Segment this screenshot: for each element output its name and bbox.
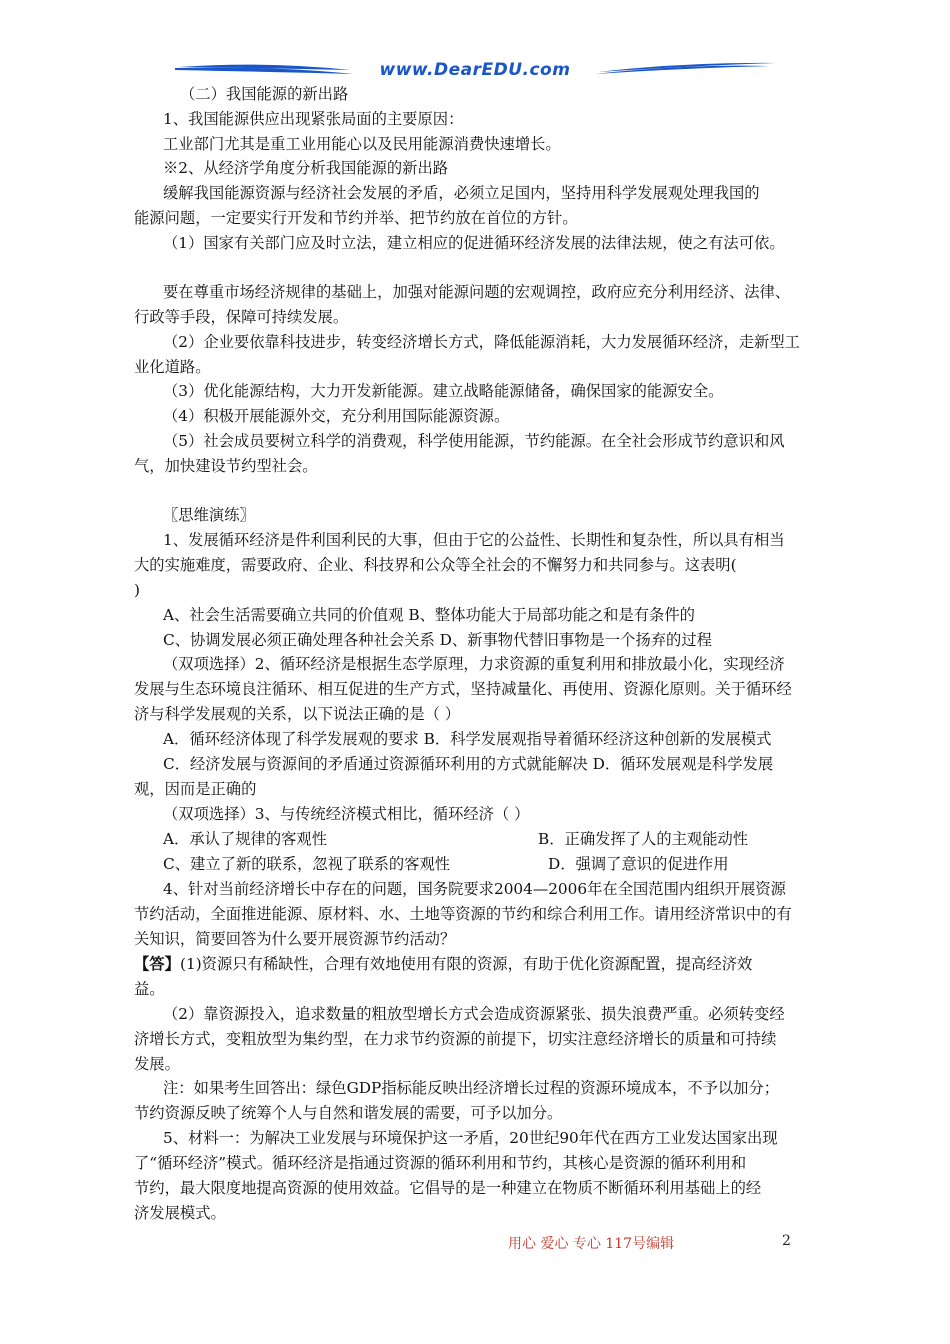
text-line: 了“循环经济”模式。循环经济是指通过资源的循环利用和节约，其核心是资源的循环利用和: [134, 1154, 747, 1172]
text-line: 能源问题，一定要实行开发和节约并举、把节约放在首位的方针。: [134, 209, 578, 227]
text-line: 【答】: [134, 955, 180, 973]
text-line: 行政等手段，保障可持续发展。: [134, 308, 349, 326]
text-line: 5、材料一：为解决工业发展与环境保护这一矛盾，20世纪90年代在西方工业发达国家出现: [163, 1129, 778, 1147]
footer-note: 用心 爱心 专心 117号编辑: [508, 1236, 675, 1252]
text-line: （2）企业要依靠科技进步，转变经济增长方式，降低能源消耗，大力发展循环经济，走新型工: [163, 333, 800, 351]
text-line: 节约活动，全面推进能源、原材料、水、土地等资源的节约和综合利用工作。请用经济常识中的有: [134, 905, 792, 923]
text-line: ): [134, 581, 140, 599]
text-line: （4）积极开展能源外交，充分利用国际能源资源。: [163, 407, 510, 425]
text-line: D．强调了意识的促进作用: [548, 855, 729, 873]
text-line: 益。: [134, 980, 165, 998]
page-number: 2: [782, 1233, 791, 1249]
text-line: 大的实施难度，需要政府、企业、科技界和公众等全社会的不懈努力和共同参与。这表明(: [134, 556, 737, 574]
text-line: 发展。: [134, 1055, 180, 1073]
text-line: （双项选择）3、与传统经济模式相比，循环经济（ ）: [163, 805, 530, 823]
text-line: 1、我国能源供应出现紧张局面的主要原因：: [163, 110, 464, 128]
text-line: （双项选择）2、循环经济是根据生态学原理，力求资源的重复利用和排放最小化，实现经济: [163, 655, 785, 673]
text-line: 注：如果考生回答出：绿色GDP指标能反映出经济增长过程的资源环境成本，不予以加分；: [163, 1079, 780, 1097]
text-line: （1）国家有关部门应及时立法，建立相应的促进循环经济发展的法律法规，使之有法可依。: [163, 234, 785, 252]
text-line: 节约，最大限度地提高资源的使用效益。它倡导的是一种建立在物质不断循环利用基础上的经: [134, 1179, 762, 1197]
text-line: 4、针对当前经济增长中存在的问题，国务院要求2004—2006年在全国范围内组织开展资源: [163, 880, 786, 898]
text-line: 关知识，简要回答为什么要开展资源节约活动？: [134, 930, 456, 948]
text-line: 发展与生态环境良注循环、相互促进的生产方式，坚持减量化、再使用、资源化原则。关于循环经: [134, 680, 792, 698]
text-line: ※2、从经济学角度分析我国能源的新出路: [163, 159, 449, 177]
text-line: 1、发展循环经济是件利国利民的大事，但由于它的公益性、长期性和复杂性，所以具有相当: [163, 531, 785, 549]
text-line: 〖思维演练〗: [163, 506, 255, 524]
banner-site-url[interactable]: www.DearEDU.com: [379, 60, 571, 80]
text-line: (1)资源只有稀缺性，合理有效地使用有限的资源，有助于优化资源配置，提高经济效: [180, 955, 753, 973]
text-line: （二）我国能源的新出路: [180, 85, 349, 103]
text-line: A、社会生活需要确立共同的价值观 B、整体功能大于局部功能之和是有条件的: [163, 606, 695, 624]
text-line: 工业部门尤其是重工业用能心以及民用能源消费快速增长。: [163, 135, 561, 153]
text-line: 气，加快建设节约型社会。: [134, 457, 318, 475]
text-line: （3）优化能源结构，大力开发新能源。建立战略能源储备，确保国家的能源安全。: [163, 382, 724, 400]
text-line: A．循环经济体现了科学发展观的要求 B．科学发展观指导着循环经济这种创新的发展模式: [163, 730, 772, 748]
text-line: 济发展模式。: [134, 1204, 226, 1222]
text-line: （5）社会成员要树立科学的消费观，科学使用能源，节约能源。在全社会形成节约意识和风: [163, 432, 785, 450]
text-line: 节约资源反映了统筹个人与自然和谐发展的需要，可予以加分。: [134, 1104, 563, 1122]
text-line: 济增长方式，变粗放型为集约型，在力求节约资源的前提下，切实注意经济增长的质量和可持续: [134, 1030, 777, 1048]
text-line: C、建立了新的联系，忽视了联系的客观性: [163, 855, 451, 873]
text-line: 观，因而是正确的: [134, 780, 257, 798]
text-line: 济与科学发展观的关系，以下说法正确的是（ ）: [134, 705, 461, 723]
text-line: C．经济发展与资源间的矛盾通过资源循环利用的方式就能解决 D．循环发展观是科学发展: [163, 755, 774, 773]
text-line: 缓解我国能源资源与经济社会发展的矛盾，必须立足国内，坚持用科学发展观处理我国的: [163, 184, 760, 202]
text-line: B．正确发挥了人的主观能动性: [538, 830, 749, 848]
text-line: 业化道路。: [134, 358, 211, 376]
text-line: C、协调发展必须正确处理各种社会关系 D、新事物代替旧事物是一个扬弃的过程: [163, 631, 712, 649]
text-line: 要在尊重市场经济规律的基础上，加强对能源问题的宏观调控，政府应充分利用经济、法律、: [163, 283, 791, 301]
text-line: （2）靠资源投入，追求数量的粗放型增长方式会造成资源紧张、损失浪费严重。必须转变经: [163, 1005, 785, 1023]
text-line: A．承认了规律的客观性: [163, 830, 328, 848]
